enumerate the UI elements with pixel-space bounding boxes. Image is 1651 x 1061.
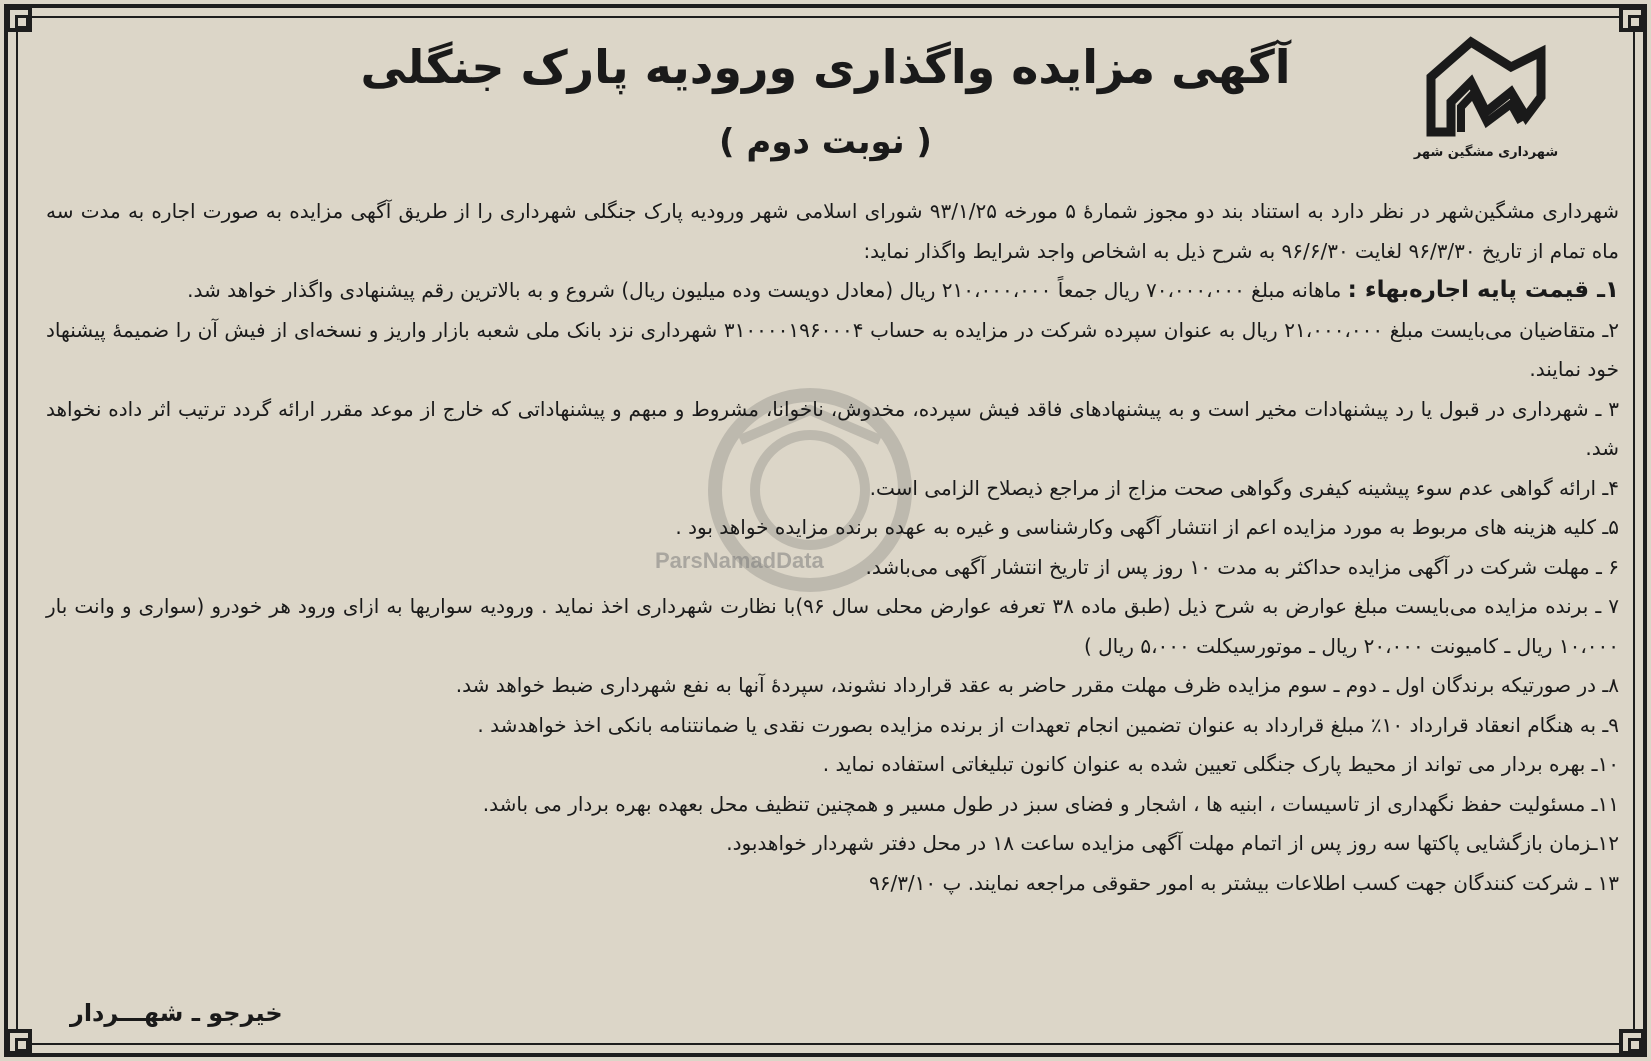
list-item: ۸ـ در صورتیکه برندگان اول ـ دوم ـ سوم مزایده ظرف مهلت مقرر حاضر به عقد قرارداد نشوند، سپردهٔ آنها به نفع شهرداری ضبط خواهد شد.	[455, 673, 1619, 697]
list-item: ۲ـ متقاضیان می‌بایست مبلغ ۲۱،۰۰۰،۰۰۰ ریال به عنوان سپرده شرکت در مزایده به حساب ۳۱۰۰۰۰۱۹۶۰۰۰۴ شهرداری نزد بانک ملی شعبه بازار واریز و نسخه‌ای از فیش آن را ضمیمهٔ پیشنهاد خود نمایند.	[46, 317, 1620, 381]
intro-paragraph: شهرداری مشگین‌شهر در نظر دارد به استناد بند دو مجوز شمارهٔ ۵ مورخه ۹۳/۱/۲۵ شورای اسلامی شهر ورودیه پارک جنگلی شهرداری را از طریق آگهی مزایده به صورت اجاره به مدت سه ماه تمام از تاریخ ۹۶/۳/۳۰ لغایت ۹۶/۶/۳۰ به شرح ذیل به اشخاص واجد شرایط واگذار نماید:	[46, 199, 1619, 263]
list-item: ۱۳ ـ شرکت کنندگان جهت کسب اطلاعات بیشتر به امور حقوقی مراجعه نمایند. پ ۹۶/۳/۱۰	[868, 870, 1619, 895]
notice-title: آگهی مزایده واگذاری ورودیه پارک جنگلی	[360, 40, 1291, 94]
list-item: ۵ـ کلیه هزینه های مربوط به مورد مزایده اعم از انتشار آگهی وکارشناسی و غیره به عهده برنده مزایده خواهد بود .	[675, 515, 1619, 539]
logo-caption: شهرداری مشگین شهر	[1413, 145, 1559, 160]
list-item: ۳ ـ شهرداری در قبول یا رد پیشنهادات مخیر است و به پیشنهادهای فاقد فیش سپرده، مخدوش، ناخوانا، مشروط و مبهم و پیشنهاداتی که خارج از موعد مقرر ارائه گردد ترتیب اثر داده نخواهد شد.	[46, 396, 1619, 460]
corner-ornament-icon	[6, 6, 32, 32]
list-item: ۱۰ـ بهره بردار می تواند از محیط پارک جنگلی تعیین شده به عنوان کانون تبلیغاتی استفاده نماید .	[822, 752, 1619, 776]
item-text: ماهانه مبلغ ۷۰،۰۰۰،۰۰۰ ریال جمعاً ۲۱۰،۰۰۰،۰۰۰ ریال (معادل دویست وده میلیون ریال) شروع و به بالاترین رقم پیشنهادی واگذار خواهد شد.	[187, 278, 1348, 302]
notice-body	[46, 192, 1619, 903]
list-item	[46, 271, 1619, 311]
list-item: ۴ـ ارائه گواهی عدم سوء پیشینه کیفری وگواهی صحت مزاج از مراجع ذیصلاح الزامی است.	[869, 475, 1619, 500]
list-item: ۶ ـ مهلت شرکت در آگهی مزایده حداکثر به مدت ۱۰ روز پس از تاریخ انتشار آگهی می‌باشد.	[865, 554, 1619, 579]
corner-ornament-icon	[1619, 6, 1645, 32]
corner-ornament-icon	[6, 1029, 32, 1055]
list-item: ۱۱ـ مسئولیت حفظ نگهداری از تاسیسات ، ابنیه ها ، اشجار و فضای سبز در طول مسیر و همچنین تنظیف محل بعهده بهره بردار می باشد.	[482, 791, 1619, 816]
list-item: ۷ ـ برنده مزایده می‌بایست مبلغ عوارض به شرح ذیل (طبق ماده ۳۸ تعرفه عوارض محلی سال ۹۶)با نظارت شهرداری اخذ نماید . ورودیه سواریها به ازای ورود هر خودرو (سواری و وانت بار ۱۰،۰۰۰ ریال ـ کامیونت ۲۰،۰۰۰ ریال ـ موتورسیکلت ۵،۰۰۰ ریال )	[46, 594, 1619, 658]
notice-subtitle: ( نوبت دوم )	[719, 122, 932, 162]
item-lead: ۱ـ قیمت پایه اجاره‌بهاء :	[1347, 277, 1619, 303]
list-item: ۹ـ به هنگام انعقاد قرارداد ۱۰٪ مبلغ قرارداد به عنوان تضمین انجام تعهدات از برنده مزایده بصورت نقدی یا ضمانتنامه بانکی اخذ خواهدشد .	[477, 712, 1619, 737]
watermark-text: ParsNamadData	[655, 548, 824, 573]
list-item: ۱۲ـزمان بازگشایی پاکتها سه روز پس از اتمام مهلت آگهی مزایده ساعت ۱۸ در محل دفتر شهردار خواهدبود.	[726, 831, 1619, 855]
signature: خیرجو ـ شهـــردار	[70, 999, 283, 1027]
corner-ornament-icon	[1619, 1029, 1645, 1055]
